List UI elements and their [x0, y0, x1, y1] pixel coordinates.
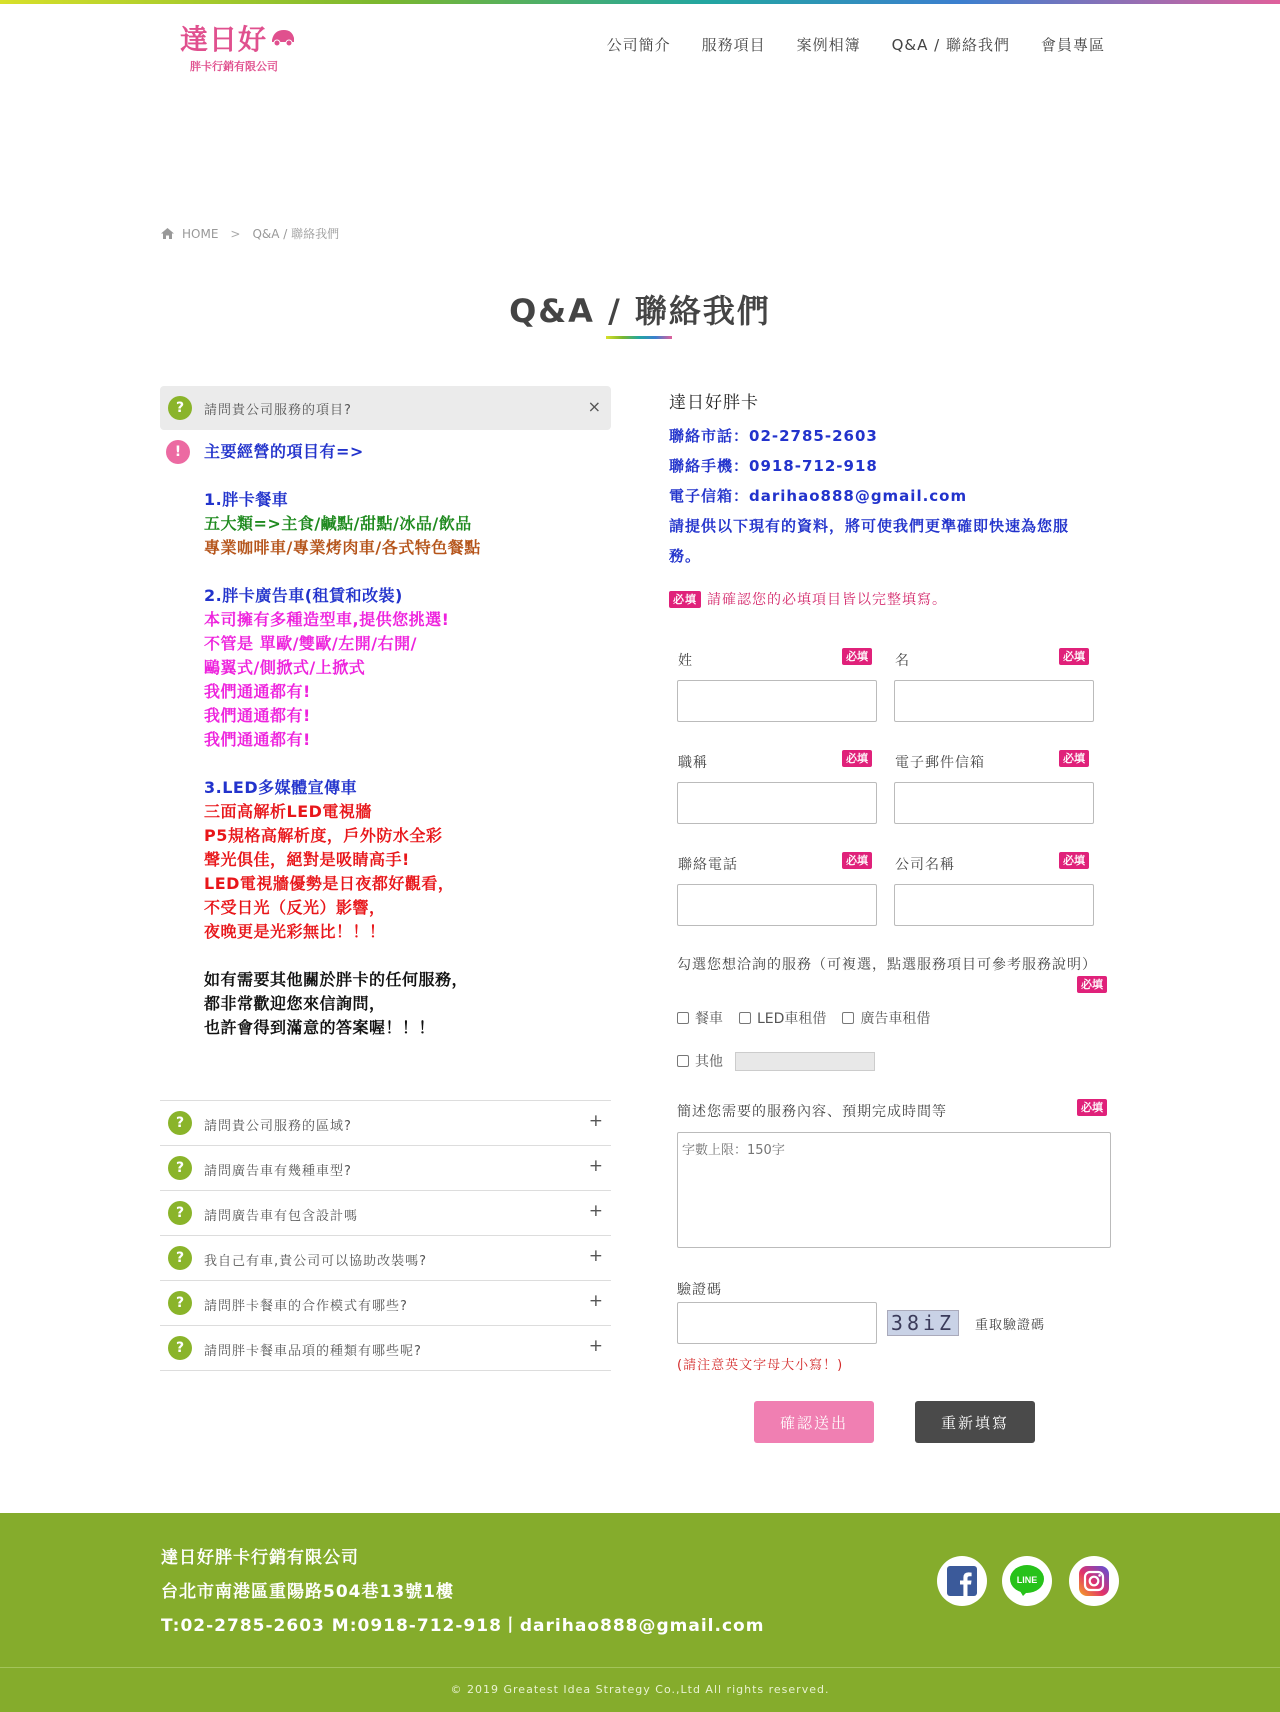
answer-line	[204, 752, 624, 776]
required-badge: 必填	[1077, 976, 1107, 993]
last-name-label: 姓	[678, 653, 693, 669]
faq-item[interactable]	[160, 1191, 611, 1236]
answer-line: LED電視牆優勢是日夜都好觀看，	[204, 874, 455, 893]
instagram-icon	[1078, 1565, 1110, 1597]
first-name-input[interactable]	[894, 680, 1094, 722]
nav-qa-contact[interactable]: Q&A / 聯絡我們	[891, 36, 1010, 54]
svg-text:LINE: LINE	[1016, 1575, 1038, 1585]
answer-line	[204, 944, 624, 968]
nav-gallery[interactable]: 案例相簿	[796, 36, 861, 54]
answer-line: 本司擁有多種造型車,提供您挑選!	[204, 610, 450, 629]
job-title-input[interactable]	[677, 782, 877, 824]
answer-line: 1.胖卡餐車	[204, 490, 289, 509]
answer-line: 夜晚更是光彩無比！！！	[204, 922, 386, 941]
answer-line: 不管是 單歐/雙歐/左開/右開/	[204, 634, 417, 653]
faq-question: 請問廣告車有包含設計嗎	[204, 1209, 359, 1224]
required-badge: 必填	[1059, 852, 1089, 869]
captcha-note: (請注意英文字母大小寫！)	[677, 1358, 844, 1373]
site-logo[interactable]	[178, 14, 298, 74]
question-icon: ?	[168, 1156, 192, 1180]
logo-text: 達日好	[180, 23, 268, 56]
checkbox[interactable]	[842, 1012, 854, 1024]
email-label: 電子郵件信箱	[895, 755, 985, 771]
facebook-icon	[947, 1566, 977, 1596]
last-name-input[interactable]	[677, 680, 877, 722]
plus-icon[interactable]: +	[588, 1291, 603, 1311]
faq-question: 我自己有車,貴公司可以協助改裝嗎?	[204, 1254, 428, 1269]
plus-icon[interactable]: +	[588, 1201, 603, 1221]
contact-company: 達日好胖卡	[669, 393, 759, 413]
required-badge: 必填	[842, 750, 872, 767]
footer-contact: T:02-2785-2603 M:0918-712-918丨darihao888@gmail.com	[161, 1616, 765, 1636]
breadcrumb-home[interactable]: HOME	[182, 226, 219, 241]
facebook-link[interactable]	[937, 1556, 987, 1606]
question-icon: ?	[168, 396, 192, 420]
page-title: Q&A / 聯絡我們	[509, 292, 771, 330]
services-label: 勾選您想洽詢的服務（可複選，點選服務項目可參考服務說明）	[677, 957, 1097, 973]
answer-line: 2.胖卡廣告車(租賃和改裝)	[204, 586, 403, 605]
title-underline	[606, 336, 672, 339]
faq-item[interactable]	[160, 1101, 611, 1146]
faq-question: 請問貴公司服務的項目?	[204, 403, 352, 418]
first-name-label: 名	[895, 653, 910, 669]
site-footer	[0, 1513, 1280, 1712]
faq-answer-text	[204, 440, 624, 1040]
answer-line: 聲光俱佳，絕對是吸睛高手!	[204, 850, 410, 869]
job-title-label: 職稱	[678, 755, 708, 771]
service-option-ad-truck-rental[interactable]	[842, 1008, 930, 1028]
answer-line	[204, 560, 624, 584]
required-notice	[669, 589, 947, 609]
required-badge: 必填	[1077, 1099, 1107, 1116]
faq-item[interactable]	[160, 1146, 611, 1191]
copyright: © 2019 Greatest Idea Strategy Co.,Ltd All rights reserved.	[450, 1683, 830, 1696]
plus-icon[interactable]: +	[588, 1156, 603, 1176]
answer-line: 主要經營的項目有=>	[204, 442, 364, 461]
site-header	[0, 4, 1280, 84]
main-nav	[607, 34, 1105, 55]
contact-mobile: 聯絡手機：0918-712-918	[669, 457, 878, 475]
service-option-label: 餐車	[695, 1011, 723, 1027]
contact-note-line-1: 請提供以下現有的資料，將可使我們更準確即快速為您服	[669, 517, 1070, 535]
nav-about[interactable]: 公司簡介	[606, 36, 671, 54]
submit-button[interactable]: 確認送出	[754, 1401, 874, 1443]
logo-subtitle: 胖卡行銷有限公司	[190, 60, 278, 73]
faq-item-open[interactable]	[160, 386, 611, 430]
service-checkboxes	[677, 1008, 930, 1028]
plus-icon[interactable]: +	[588, 1246, 603, 1266]
footer-divider	[0, 1667, 1280, 1668]
contact-email: 電子信箱：darihao888@gmail.com	[669, 487, 968, 505]
captcha-refresh-link[interactable]: 重取驗證碼	[975, 1318, 1046, 1333]
phone-input[interactable]	[677, 884, 877, 926]
checkbox[interactable]	[677, 1055, 689, 1067]
service-option-other-label: 其他	[695, 1054, 723, 1070]
faq-question: 請問貴公司服務的區域?	[204, 1119, 352, 1134]
plus-icon[interactable]: +	[588, 1111, 603, 1131]
contact-note-line-2: 務。	[669, 547, 702, 565]
company-label: 公司名稱	[895, 857, 955, 873]
other-service-input[interactable]	[735, 1052, 875, 1071]
reset-button[interactable]: 重新填寫	[915, 1401, 1035, 1443]
answer-line: 鷗翼式/側掀式/上掀式	[204, 658, 366, 677]
answer-line: 不受日光（反光）影響，	[204, 898, 386, 917]
question-icon: ?	[168, 1246, 192, 1270]
close-icon[interactable]: ×	[587, 397, 601, 416]
faq-question: 請問廣告車有幾種車型?	[204, 1164, 352, 1179]
answer-line: 五大類=>主食/鹹點/甜點/冰品/飲品	[204, 514, 472, 533]
captcha-image: 38iZ	[887, 1310, 959, 1336]
answer-line	[204, 464, 624, 488]
required-badge: 必填	[669, 591, 701, 608]
faq-list	[160, 1100, 611, 1371]
service-option-other[interactable]	[677, 1051, 875, 1071]
checkbox[interactable]	[677, 1012, 689, 1024]
contact-info	[669, 388, 1129, 571]
nav-member[interactable]: 會員專區	[1040, 36, 1105, 54]
faq-question: 請問胖卡餐車品項的種類有哪些呢?	[204, 1344, 422, 1359]
answer-line: 專業咖啡車/專業烤肉車/各式特色餐點	[204, 538, 481, 557]
answer-line: 我們通通都有!	[204, 730, 311, 749]
contact-phone: 聯絡市話：02-2785-2603	[669, 427, 878, 445]
faq-question: 請問胖卡餐車的合作模式有哪些?	[204, 1299, 408, 1314]
answer-line: 我們通通都有!	[204, 706, 311, 725]
faq-item[interactable]	[160, 1236, 611, 1281]
required-badge: 必填	[1059, 750, 1089, 767]
nav-services[interactable]: 服務項目	[701, 36, 766, 54]
service-option-label: 廣告車租借	[860, 1011, 931, 1027]
faq-item[interactable]	[160, 1326, 611, 1371]
faq-item[interactable]	[160, 1281, 611, 1326]
checkbox[interactable]	[739, 1012, 751, 1024]
footer-address: 台北市南港區重陽路504巷13號1樓	[161, 1582, 454, 1602]
email-input[interactable]	[894, 782, 1094, 824]
line-link[interactable]	[1002, 1556, 1052, 1606]
required-badge: 必填	[842, 852, 872, 869]
plus-icon[interactable]: +	[588, 1336, 603, 1356]
home-icon	[161, 228, 174, 239]
breadcrumb-current: Q&A / 聯絡我們	[252, 227, 340, 241]
answer-line: 三面高解析LED電視牆	[204, 802, 372, 821]
exclamation-icon: !	[166, 440, 190, 464]
logo-truck-icon	[270, 26, 296, 48]
service-option-food-truck[interactable]	[677, 1008, 723, 1028]
company-input[interactable]	[894, 884, 1094, 926]
line-icon	[1010, 1565, 1044, 1597]
service-option-led-rental[interactable]	[739, 1008, 826, 1028]
answer-line: 都非常歡迎您來信詢問，	[204, 994, 386, 1013]
service-option-label: LED車租借	[757, 1011, 827, 1027]
instagram-link[interactable]	[1069, 1556, 1119, 1606]
question-icon: ?	[168, 1291, 192, 1315]
answer-line: 如有需要其他關於胖卡的任何服務，	[204, 970, 469, 989]
answer-line: 我們通通都有!	[204, 682, 311, 701]
contact-note	[669, 511, 1129, 571]
footer-company: 達日好胖卡行銷有限公司	[161, 1548, 359, 1568]
description-label: 簡述您需要的服務內容、預期完成時間等	[677, 1104, 947, 1120]
answer-line: 3.LED多媒體宣傳車	[204, 778, 358, 797]
captcha-label: 驗證碼	[677, 1282, 722, 1298]
required-notice-text: 請確認您的必填項目皆以完整填寫。	[707, 592, 947, 608]
required-badge: 必填	[1059, 648, 1089, 665]
phone-label: 聯絡電話	[678, 857, 738, 873]
answer-line: P5規格高解析度，戶外防水全彩	[204, 826, 443, 845]
answer-line: 也許會得到滿意的答案喔！！！	[204, 1018, 436, 1037]
breadcrumb-separator: >	[230, 226, 241, 241]
description-textarea[interactable]	[677, 1132, 1111, 1248]
question-icon: ?	[168, 1336, 192, 1360]
breadcrumb	[161, 225, 339, 242]
captcha-input[interactable]	[677, 1302, 877, 1344]
required-badge: 必填	[842, 648, 872, 665]
question-icon: ?	[168, 1201, 192, 1225]
question-icon: ?	[168, 1111, 192, 1135]
